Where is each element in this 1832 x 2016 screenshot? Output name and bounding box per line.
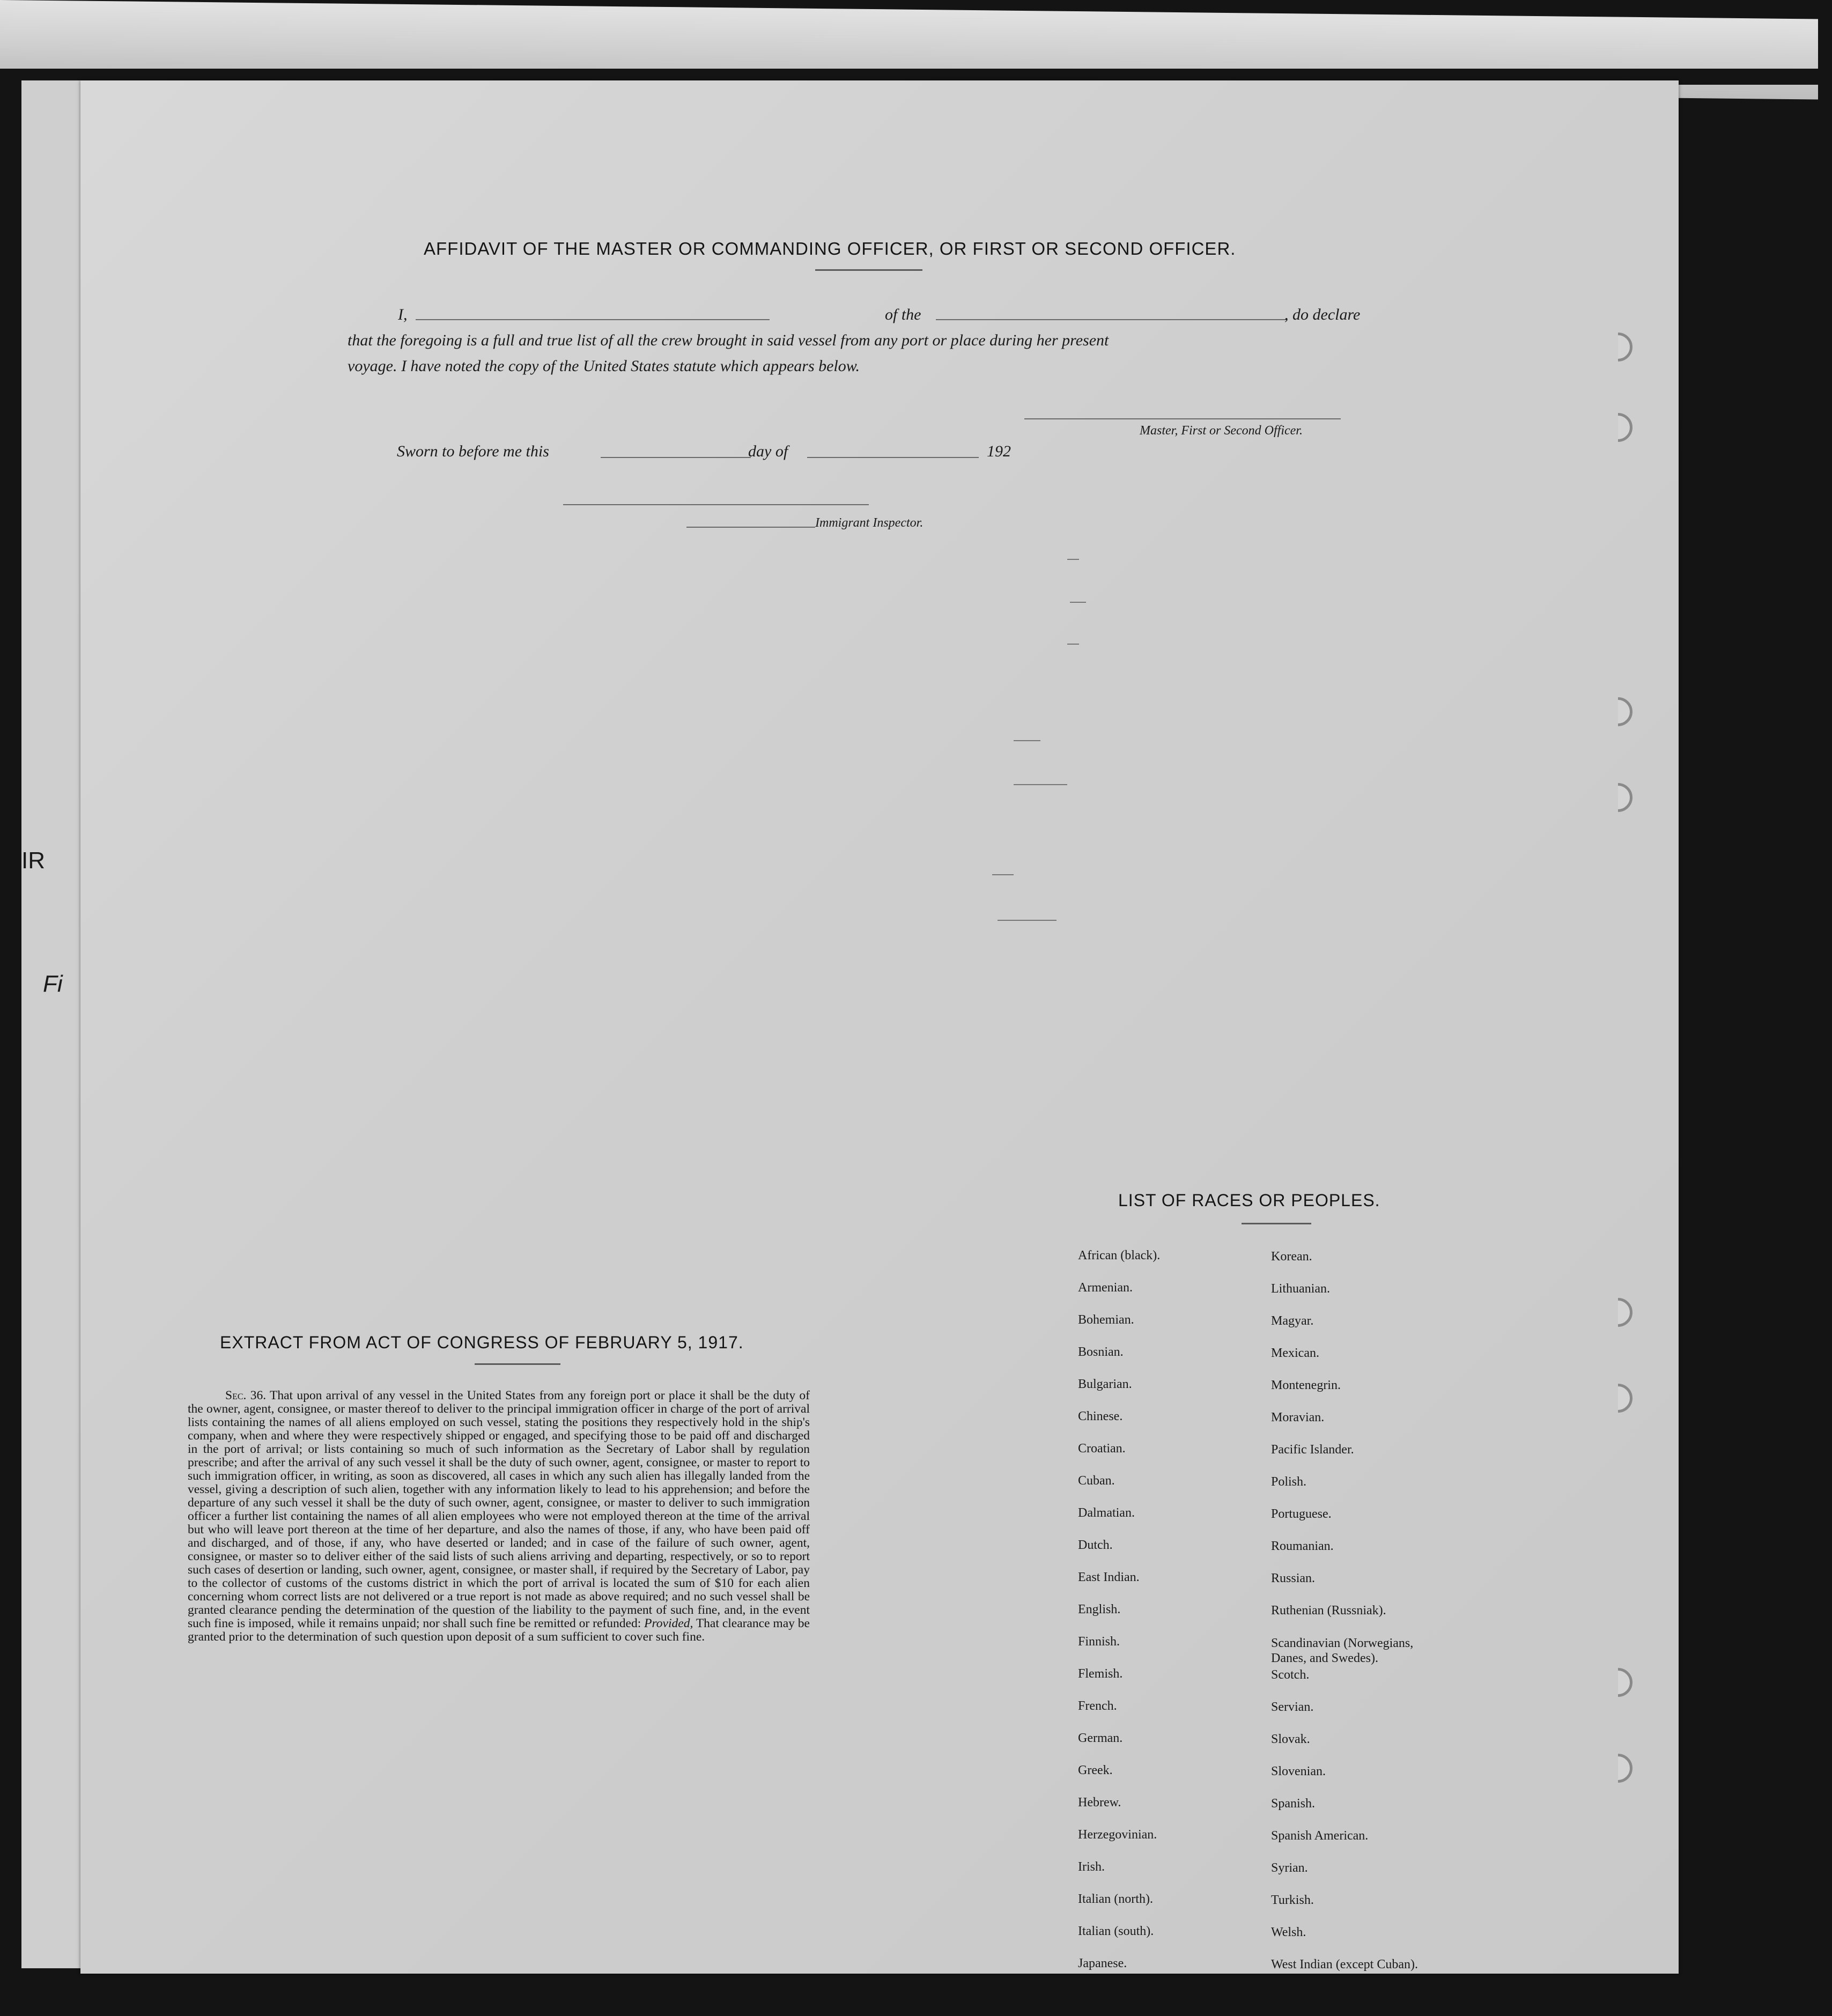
race-item: Bulgarian. bbox=[1078, 1377, 1132, 1391]
affidavit-title-rule bbox=[815, 269, 922, 271]
race-item: Syrian. bbox=[1271, 1861, 1308, 1875]
punch-hole bbox=[1604, 413, 1632, 442]
race-item: Chinese. bbox=[1078, 1409, 1123, 1423]
race-item: Croatian. bbox=[1078, 1442, 1126, 1456]
race-item: African (black). bbox=[1078, 1249, 1161, 1262]
race-item: Welsh. bbox=[1271, 1925, 1306, 1939]
inspector-blank bbox=[686, 527, 815, 528]
race-item: Irish. bbox=[1078, 1860, 1105, 1874]
race-item: Bosnian. bbox=[1078, 1345, 1124, 1359]
extract-title-rule bbox=[475, 1363, 560, 1365]
race-item: Servian. bbox=[1271, 1700, 1314, 1714]
race-item: Moravian. bbox=[1271, 1411, 1325, 1424]
affidavit-line-2: that the foregoing is a full and true list of all the crew brought in said vessel from any port or place during her present bbox=[348, 331, 1109, 349]
race-item: East Indian. bbox=[1078, 1570, 1140, 1584]
faint-dash bbox=[1070, 602, 1086, 603]
race-item: Slovenian. bbox=[1271, 1764, 1326, 1778]
race-item: Magyar. bbox=[1271, 1314, 1314, 1328]
race-item: German. bbox=[1078, 1731, 1123, 1745]
race-item: Hebrew. bbox=[1078, 1796, 1121, 1810]
race-item: Cuban. bbox=[1078, 1474, 1115, 1488]
race-item: Flemish. bbox=[1078, 1667, 1123, 1681]
races-title: LIST OF RACES OR PEOPLES. bbox=[1118, 1191, 1380, 1210]
faint-dash bbox=[1067, 644, 1079, 645]
races-right-column bbox=[1271, 1250, 1432, 1990]
race-item: Finnish. bbox=[1078, 1635, 1120, 1649]
signature-label: Master, First or Second Officer. bbox=[1140, 424, 1303, 438]
races-left-column bbox=[1078, 1249, 1160, 1989]
race-item: Korean. bbox=[1271, 1250, 1312, 1264]
race-item: Dutch. bbox=[1078, 1538, 1113, 1552]
extract-section-number: Sec. 36. bbox=[225, 1389, 267, 1402]
race-item: Turkish. bbox=[1271, 1893, 1314, 1907]
race-item: Italian (north). bbox=[1078, 1892, 1153, 1906]
sworn-year: 192 bbox=[987, 442, 1011, 460]
day-of-text: day of bbox=[748, 442, 788, 460]
race-item: Slovak. bbox=[1271, 1732, 1310, 1746]
affidavit-declare: , do declare bbox=[1284, 306, 1361, 323]
race-item: Montenegrin. bbox=[1271, 1378, 1341, 1392]
race-item: Polish. bbox=[1271, 1475, 1307, 1489]
race-item: Portuguese. bbox=[1271, 1507, 1332, 1521]
vessel-blank bbox=[936, 319, 1287, 320]
race-item: Lithuanian. bbox=[1271, 1282, 1330, 1296]
punch-hole bbox=[1604, 333, 1632, 361]
inspector-blank-top bbox=[563, 504, 869, 505]
race-item: Dalmatian. bbox=[1078, 1506, 1135, 1520]
document-page bbox=[80, 80, 1679, 1974]
punch-hole bbox=[1604, 697, 1632, 726]
sworn-text: Sworn to before me this bbox=[397, 442, 549, 460]
extract-text-part-1: That upon arrival of any vessel in the United States from any foreign port or place it shall be the duty of the owner, agent, consignee, or master thereof to deliver to the principal immigration officer in charge of the port of arrival lists containing the names of all aliens employed on such vessel, stating the positions they respectively hold in the ship's company, when and where they were respectively shipped or engaged, and specifying those to be paid off and discharged in the port of arrival; or lists containing so much of such information as the Secretary of Labor shall by regulation prescribe; and after the arrival of any such vessel it shall be the duty of such owner, agent, consignee, or master to report to such immigration officer, in writing, as soon as discovered, all cases in which any such alien has illegally landed from the vessel, giving a description of such alien, together with any information likely to lead to his apprehension; and before the departure of any such vessel it shall be the duty of such owner, agent, consignee, or master to deliver to such immigration officer a further list containing the names of all alien employees who were not employed thereon at the time of the arrival but who will leave port thereon at the time of her departure, and also the names of those, if any, who have been paid off and discharged, and of those, if any, who have deserted or landed; and in case of the failure of such owner, agent, consignee, or master so to deliver either of the said lists of such aliens arriving and departing, respectively, or so to report such cases of desertion or landing, such owner, agent, consignee, or master shall, if required by the Secretary of Labor, pay to the collector of customs of the customs district in which the port of arrival is located the sum of $10 for each alien concerning whom correct lists are not delivered or a true report is not made as above required; and no such vessel shall be granted clearance pending the determination of the question of the liability to the payment of such fine, and, in the event such fine is imposed, while it remains unpaid; nor shall such fine be remitted or refunded: bbox=[188, 1389, 810, 1630]
inspector-label: Immigrant Inspector. bbox=[815, 516, 924, 530]
race-item: Roumanian. bbox=[1271, 1539, 1334, 1553]
affidavit-line-3: voyage. I have noted the copy of the United States statute which appears below. bbox=[348, 357, 860, 375]
underlying-sheet bbox=[21, 80, 86, 1968]
punch-hole bbox=[1604, 1754, 1632, 1783]
margin-mark-1: IR bbox=[21, 847, 45, 874]
extract-provided: Provided, bbox=[644, 1616, 693, 1630]
race-item: Bohemian. bbox=[1078, 1313, 1134, 1327]
affidavit-title: AFFIDAVIT OF THE MASTER OR COMMANDING OFFICER, OR FIRST OR SECOND OFFICER. bbox=[424, 239, 1236, 259]
extract-text-part-2: That clearance may be granted prior to the determination of such question upon deposit of a sum sufficient to cover such fine. bbox=[188, 1616, 810, 1644]
race-item: Scotch. bbox=[1271, 1668, 1310, 1682]
affidavit-i: I, bbox=[398, 306, 408, 323]
race-item: Herzegovinian. bbox=[1078, 1828, 1157, 1842]
extract-body bbox=[188, 1389, 810, 1644]
race-item: Scandinavian (Norwegians, Danes, and Swedes). bbox=[1271, 1636, 1414, 1665]
faint-dash bbox=[1014, 784, 1067, 785]
race-item: Spanish American. bbox=[1271, 1829, 1369, 1843]
signature-blank bbox=[1024, 418, 1341, 419]
race-item: English. bbox=[1078, 1603, 1121, 1616]
race-item: Mexican. bbox=[1271, 1346, 1319, 1360]
race-item: Ruthenian (Russniak). bbox=[1271, 1604, 1386, 1618]
race-item: Pacific Islander. bbox=[1271, 1443, 1354, 1457]
faint-dash bbox=[1014, 740, 1040, 741]
faint-dash bbox=[992, 874, 1014, 875]
extract-title: EXTRACT FROM ACT OF CONGRESS OF FEBRUARY 5, 1917. bbox=[220, 1333, 744, 1352]
races-title-rule bbox=[1242, 1223, 1311, 1224]
race-item: Japanese. bbox=[1078, 1956, 1127, 1970]
race-item: French. bbox=[1078, 1699, 1117, 1713]
margin-mark-2: Fi bbox=[43, 971, 63, 997]
punch-hole bbox=[1604, 1384, 1632, 1413]
punch-hole bbox=[1604, 1668, 1632, 1697]
faint-dash bbox=[1067, 559, 1079, 560]
race-item: Greek. bbox=[1078, 1763, 1113, 1777]
punch-hole bbox=[1604, 783, 1632, 812]
punch-hole bbox=[1604, 1298, 1632, 1327]
month-blank bbox=[807, 457, 979, 458]
affidavit-of-the: of the bbox=[885, 306, 921, 323]
day-blank bbox=[601, 457, 751, 458]
race-item: Italian (south). bbox=[1078, 1924, 1154, 1938]
race-item: West Indian (except Cuban). bbox=[1271, 1958, 1418, 1971]
name-blank bbox=[416, 319, 770, 320]
faint-dash bbox=[998, 920, 1057, 921]
race-item: Spanish. bbox=[1271, 1797, 1316, 1811]
race-item: Russian. bbox=[1271, 1571, 1316, 1585]
race-item: Armenian. bbox=[1078, 1281, 1133, 1295]
